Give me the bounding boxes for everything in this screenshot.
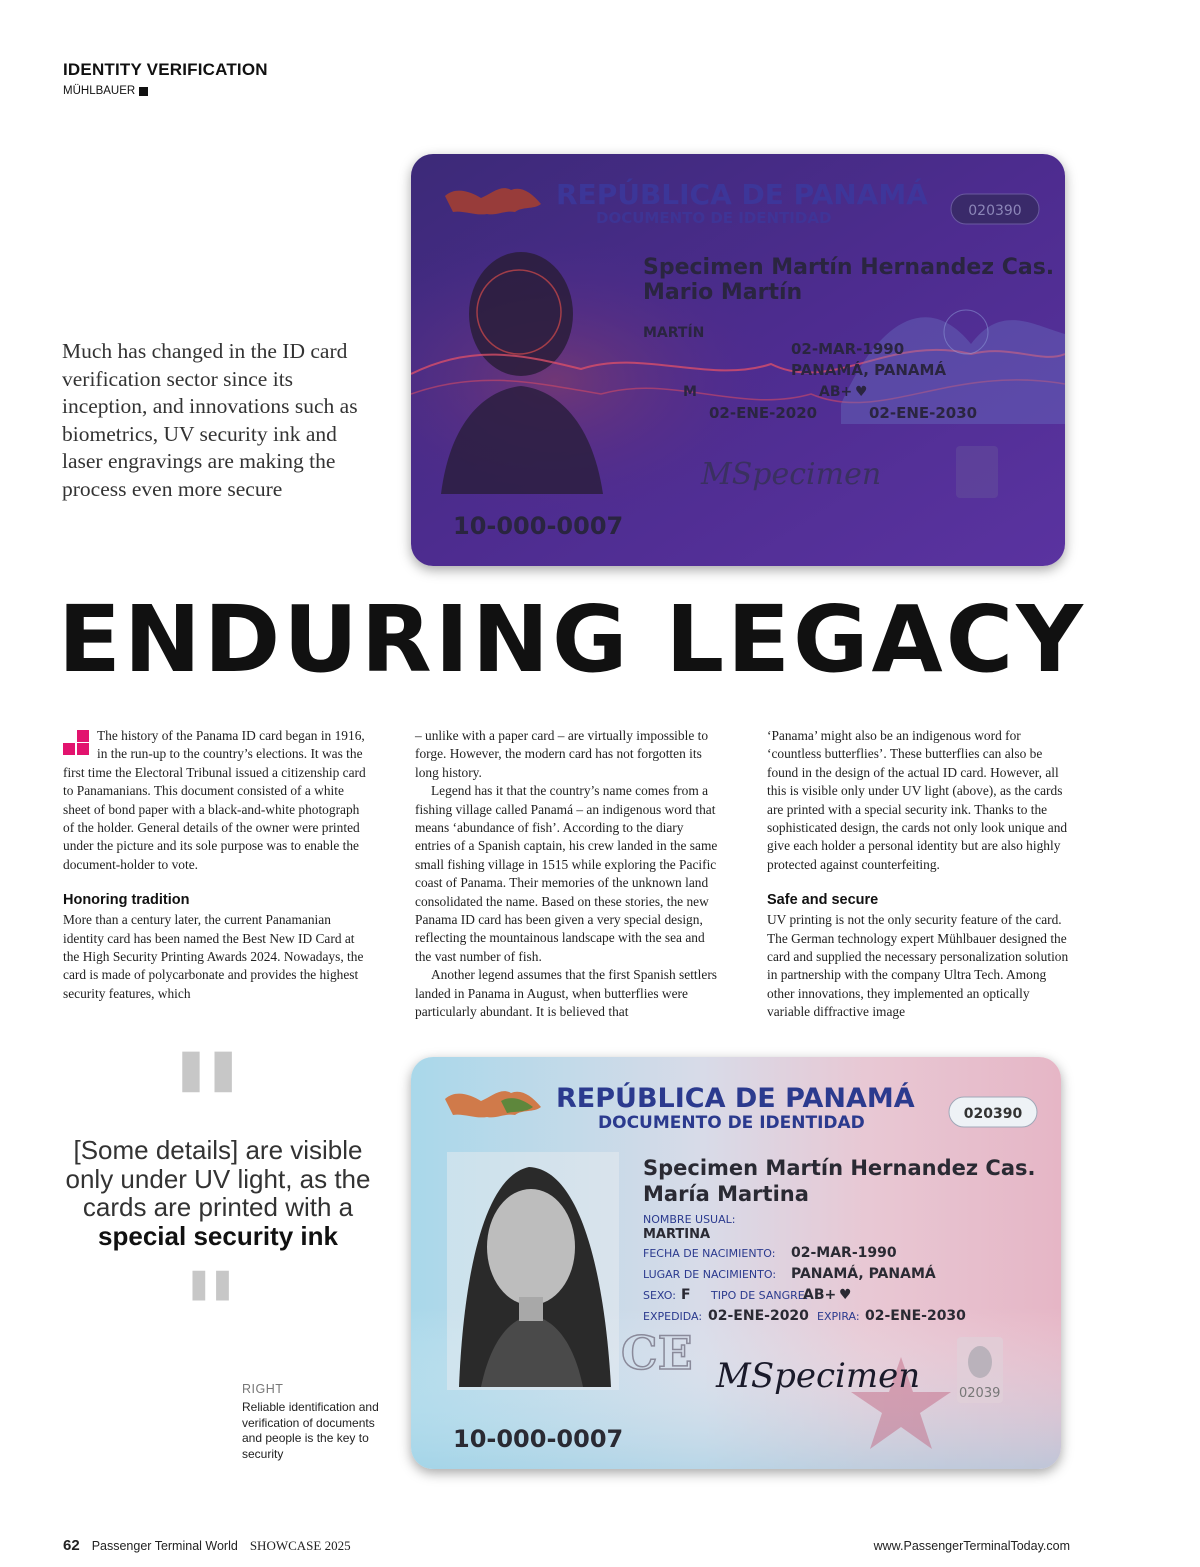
column-2 xyxy=(415,727,719,1025)
card-usual-label: NOMBRE USUAL: xyxy=(643,1213,736,1226)
card-serial: 020390 xyxy=(963,1106,1023,1122)
uv-card-blood: AB+ xyxy=(819,384,853,400)
square-bullet-icon xyxy=(139,87,148,96)
col2-paragraph-3: Another legend assumes that the first Spanish settlers landed in Panama in August, when butterflies were particularly abundant. It is believed that xyxy=(415,967,717,1020)
card-id-number: 10-000-0007 xyxy=(453,1425,624,1453)
card-birthplace-label: LUGAR DE NACIMIENTO: xyxy=(643,1268,777,1281)
uv-card-signature: MSpecimen xyxy=(701,457,882,492)
card-country: REPÚBLICA DE PANAMÁ xyxy=(556,1083,915,1114)
card-dob-label: FECHA DE NACIMIENTO: xyxy=(643,1247,776,1260)
column-1 xyxy=(63,727,367,1025)
standard-id-card-image xyxy=(411,1057,1061,1469)
uv-card-doc-type: DOCUMENTO DE IDENTIDAD xyxy=(596,209,832,227)
uv-id-card-image xyxy=(411,154,1065,566)
footer xyxy=(63,1537,351,1554)
subhead-honoring-tradition: Honoring tradition xyxy=(63,892,190,909)
card-surname: Specimen Martín Hernandez Cas. xyxy=(643,1156,1036,1180)
card-dob: 02-MAR-1990 xyxy=(791,1245,897,1261)
card-doc-type: DOCUMENTO DE IDENTIDAD xyxy=(598,1113,865,1133)
uv-card-surname: Specimen Martín Hernandez Cas. xyxy=(643,255,1055,280)
dropcap-squares-icon xyxy=(63,727,95,761)
page-number: 62 xyxy=(63,1537,80,1554)
footer-url: www.PassengerTerminalToday.com xyxy=(873,1539,1070,1553)
uv-card-serial: 020390 xyxy=(968,203,1022,219)
card-heart-icon: ♥ xyxy=(839,1287,852,1303)
caption-label: RIGHT xyxy=(242,1382,284,1396)
issue-name: SHOWCASE 2025 xyxy=(249,1538,351,1553)
ghost-number: 02039 xyxy=(959,1386,1001,1401)
uv-card-given-names: Mario Martín xyxy=(643,280,803,305)
col2-paragraph-1: – unlike with a paper card – are virtually impossible to forge. However, the modern card has not forgotten its long history. xyxy=(415,728,709,780)
card-given-names: María Martina xyxy=(643,1182,809,1206)
section-label: IDENTITY VERIFICATION xyxy=(63,60,268,79)
close-quote-icon: " xyxy=(182,1249,232,1377)
card-sex: F xyxy=(681,1287,691,1303)
card-expires: 02-ENE-2030 xyxy=(865,1308,966,1324)
article-body xyxy=(63,727,1071,1025)
uv-card-usual-name: MARTÍN xyxy=(643,325,705,341)
pull-quote xyxy=(58,1136,378,1250)
card-usual-name: MARTINA xyxy=(643,1227,711,1242)
col1-paragraph-2: More than a century later, the current Panamanian identity card has been named the Best New ID Card at the High Security Printing Awards 2024. Nowadays, the card is made of polycarbonate and provides the highest security features, which xyxy=(63,912,364,1001)
pull-quote-text: [Some details] are visible only under UV light, as the cards are printed with a xyxy=(65,1135,371,1222)
uv-card-id-number: 10-000-0007 xyxy=(453,512,624,540)
uv-card-dob: 02-MAR-1990 xyxy=(791,340,905,358)
card-blood-label: TIPO DE SANGRE: xyxy=(711,1289,809,1302)
card-blood: AB+ xyxy=(803,1287,837,1303)
uv-card-country: REPÚBLICA DE PANAMÁ xyxy=(556,178,928,211)
col3-paragraph-2: UV printing is not the only security feature of the card. The German technology expert Mühlbauer designed the card and supplied the necessary personalization solution in partnership with the company Ultra Tech. Among other innovations, they implemented an optically variable diffractive image xyxy=(767,912,1069,1020)
standfirst: Much has changed in the ID card verification sector since its inception, and innovations such as biometrics, UV security ink and laser engravings are making the process even more secure xyxy=(62,339,358,501)
uv-card-birthplace: PANAMÁ, PANAMÁ xyxy=(791,361,947,379)
company-label xyxy=(63,85,148,97)
col3-paragraph-1: ‘Panama’ might also be an indigenous word for ‘countless butterflies’. These butterflies can also be found in the design of the actual ID card. However, all this is visible only under UV light (above), as the cards are printed with a special security ink. Thanks to the sophisticated design, the cards not only look unique and give each holder a personal identity but are also highly protected against counterfeiting. xyxy=(767,728,1068,872)
col1-paragraph-1: The history of the Panama ID card began in 1916, in the run-up to the country’s elections. It was the first time the Electoral Tribunal issued a citizenship card to Panamanians. This document consisted of a white sheet of bond paper with a black-and-white photograph of the holder. General details of the owner were printed under the picture and its sole purpose was to enable the document-holder to vote. xyxy=(63,728,366,872)
headline: ENDURING LEGACY xyxy=(58,586,1086,693)
card-expires-label: EXPIRA: xyxy=(817,1310,860,1323)
ghost-ce-mark: CE xyxy=(621,1326,693,1380)
pull-quote-emphasis: special security ink xyxy=(98,1220,338,1251)
publication-name: Passenger Terminal World xyxy=(91,1539,238,1553)
card-issued-label: EXPEDIDA: xyxy=(643,1310,703,1323)
company-name: MÜHLBAUER xyxy=(63,85,136,97)
column-3 xyxy=(767,727,1071,1025)
uv-card-expires: 02-ENE-2030 xyxy=(869,404,978,422)
card-issued: 02-ENE-2020 xyxy=(708,1308,809,1324)
uv-card-issued: 02-ENE-2020 xyxy=(709,404,818,422)
card-birthplace: PANAMÁ, PANAMÁ xyxy=(791,1266,936,1282)
uv-card-sex: M xyxy=(683,384,697,400)
open-quote-icon: " xyxy=(168,1023,237,1197)
card-signature: MSpecimen xyxy=(716,1356,921,1396)
subhead-safe-and-secure: Safe and secure xyxy=(767,892,879,909)
card-sex-label: SEXO: xyxy=(643,1289,676,1302)
caption-text: Reliable identification and verification of documents and people is the key to security xyxy=(242,1400,379,1461)
uv-card-heart-icon: ♥ xyxy=(855,384,868,400)
col2-paragraph-2: Legend has it that the country’s name comes from a fishing village called Panamá – an indigenous word that means ‘abundance of fish’. According to the diary entries of a Spanish captain, his crew landed in the same small fishing village in 1515 while exploring the Pacific coast of Panama. Their memories of the unknown land consolidated the name. Based on these stories, the new Panama ID card has been given a very special design, reflecting the mountainous landscape with the sea and the vast number of fish. xyxy=(415,783,718,964)
